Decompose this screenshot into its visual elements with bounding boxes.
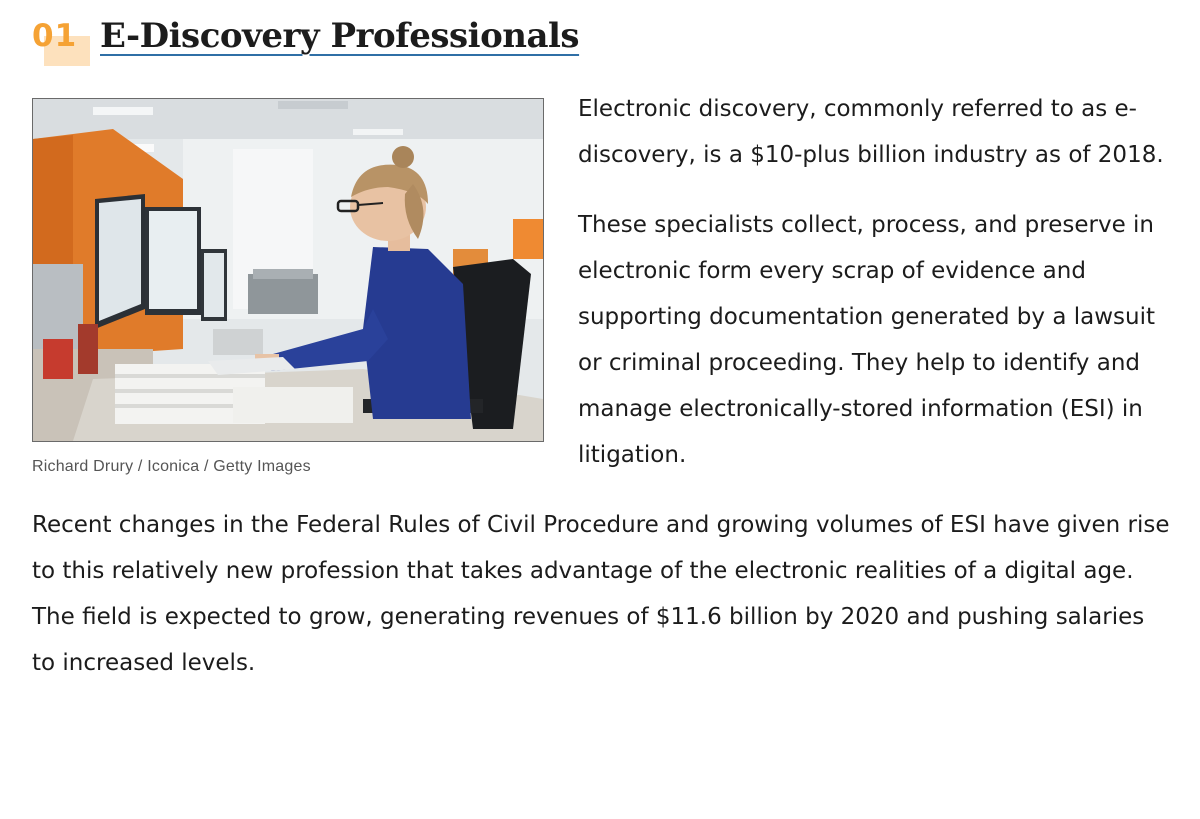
section-heading — [32, 10, 579, 62]
section-number-badge — [32, 12, 94, 60]
paragraph: Electronic discovery, commonly referred to as e-discovery, is a $10-plus billion industry as of 2018. — [578, 96, 1164, 168]
article-body — [32, 86, 1172, 710]
paragraph: Recent changes in the Federal Rules of Civil Procedure and growing volumes of ESI have given rise to this relatively new profession that takes advantage of the electronic realities of a digital age. The field is expected to grow, generating revenues of $11.6 billion by 2020 and pushing salaries to increased levels. — [32, 512, 1170, 676]
office-worker-photo — [32, 98, 544, 442]
paragraph: These specialists collect, process, and preserve in electronic form every scrap of evidence and supporting documentation generated by a lawsuit or criminal proceeding. They help to identify and manage electronically-stored information (ESI) in litigation. — [578, 212, 1155, 468]
article-figure — [32, 98, 544, 476]
section-number: 01 — [32, 18, 78, 54]
section-title[interactable]: E-Discovery Professionals — [100, 16, 580, 56]
photo-credit: Richard Drury / Iconica / Getty Images — [32, 458, 311, 475]
